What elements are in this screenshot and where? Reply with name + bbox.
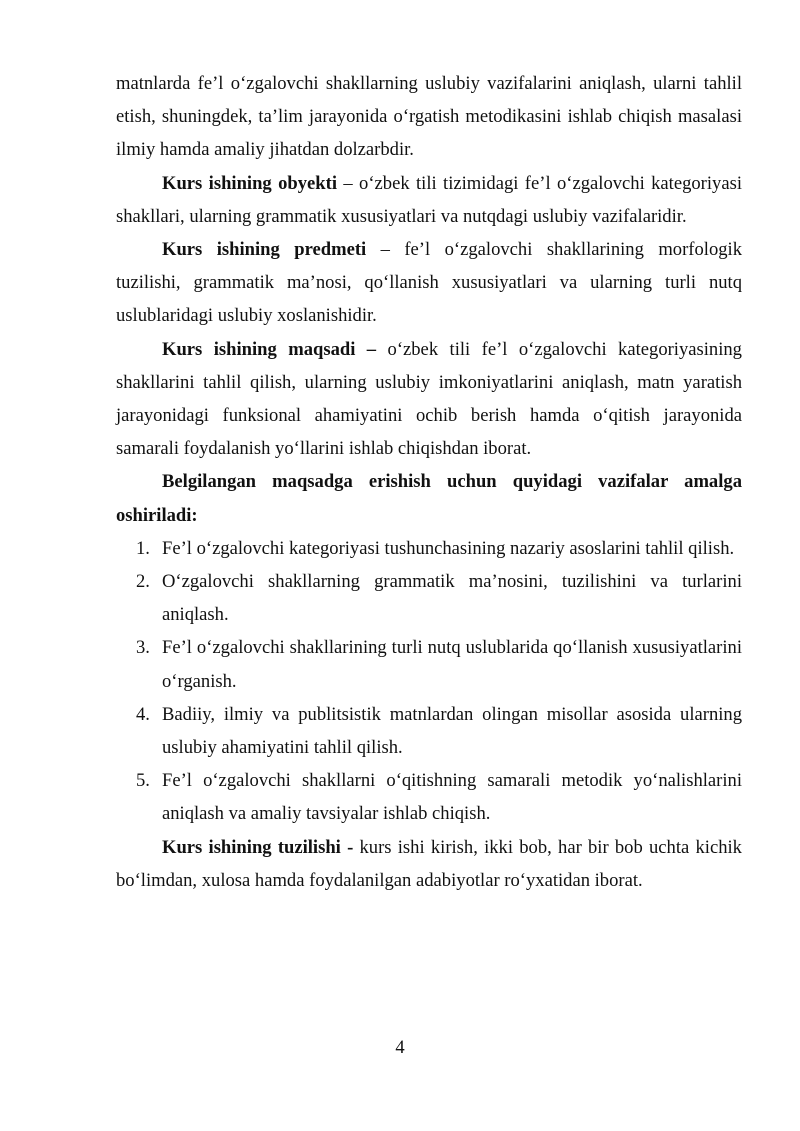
tasks-list xyxy=(116,532,742,831)
paragraph-goal xyxy=(116,333,742,466)
paragraph-structure xyxy=(116,831,742,897)
goal-heading: Kurs ishining maqsadi – xyxy=(162,338,377,360)
paragraph-object xyxy=(116,167,742,233)
list-item-text: Fe’l o‘zgalovchi shakllarni o‘qitishning samarali metodik yo‘nalishlarini aniqlash va amaliy tavsiyalar ishlab chiqish. xyxy=(162,770,742,825)
list-item-number: 3. xyxy=(136,637,150,659)
page-number: 4 xyxy=(395,1037,405,1058)
list-item-text: Badiiy, ilmiy va publitsistik matnlardan olingan misollar asosida ularning uslubiy ahamiyatini tahlil qilish. xyxy=(162,703,742,759)
paragraph-tasks-heading xyxy=(116,465,742,531)
paragraph-subject xyxy=(116,233,742,333)
subject-heading: Kurs ishining predmeti xyxy=(162,239,367,261)
goal-text: o‘zbek tili fe’l o‘zgalovchi kategoriyasining shakllarini tahlil qilish, ularning uslubiy imkoniyatlarini aniqlash, matn yaratish jarayonidagi funksional ahamiyatini ochib berish hamda o‘qitish jarayonida samarali foydalanish yo‘llarini ishlab chiqishdan iborat. xyxy=(116,338,742,460)
list-item-number: 1. xyxy=(136,537,150,559)
list-item xyxy=(116,631,742,697)
object-text: – o‘zbek tili tizimidagi fe’l o‘zgalovchi kategoriyasi shakllari, ularning grammatik xususiyatlari va nutqdagi uslubiy vazifalaridir. xyxy=(116,172,742,227)
structure-heading: Kurs ishining tuzilishi - xyxy=(162,836,354,858)
list-item-text: O‘zgalovchi shakllarning grammatik ma’nosini, tuzilishini va turlarini aniqlash. xyxy=(162,571,742,626)
structure-text: kurs ishi kirish, ikki bob, har bir bob uchta kichik bo‘limdan, xulosa hamda foydalanilgan adabiyotlar ro‘yxatidan iborat. xyxy=(116,836,742,891)
tasks-heading: Belgilangan maqsadga erishish uchun quyidagi vazifalar amalga oshiriladi: xyxy=(116,471,742,526)
list-item xyxy=(116,565,742,631)
list-item-number: 2. xyxy=(136,571,150,593)
list-item xyxy=(116,698,742,764)
list-item-text: Fe’l o‘zgalovchi kategoriyasi tushunchasining nazariy asoslarini tahlil qilish. xyxy=(162,537,735,559)
subject-text: – fe’l o‘zgalovchi shakllarining morfologik tuzilishi, grammatik ma’nosi, qo‘llanish xususiyatlari va ularning turli nutq uslublaridagi uslubiy xoslanishidir. xyxy=(116,239,743,327)
body-text xyxy=(116,67,742,897)
list-item-number: 4. xyxy=(136,703,150,725)
list-item xyxy=(116,764,742,830)
list-item-number: 5. xyxy=(136,770,150,792)
object-heading: Kurs ishining obyekti xyxy=(162,172,337,194)
paragraph-intro: matnlarda fe’l o‘zgalovchi shakllarning uslubiy vazifalarini aniqlash, ularni tahlil etish, shuningdek, ta’lim jarayonida o‘rgatish metodikasini ishlab chiqish masalasi ilmiy hamda amaliy jihatdan dolzarbdir. xyxy=(116,73,742,161)
list-item-text: Fe’l o‘zgalovchi shakllarining turli nutq uslublarida qo‘llanish xususiyatlarini o‘rganish. xyxy=(162,637,742,692)
list-item xyxy=(116,532,742,565)
